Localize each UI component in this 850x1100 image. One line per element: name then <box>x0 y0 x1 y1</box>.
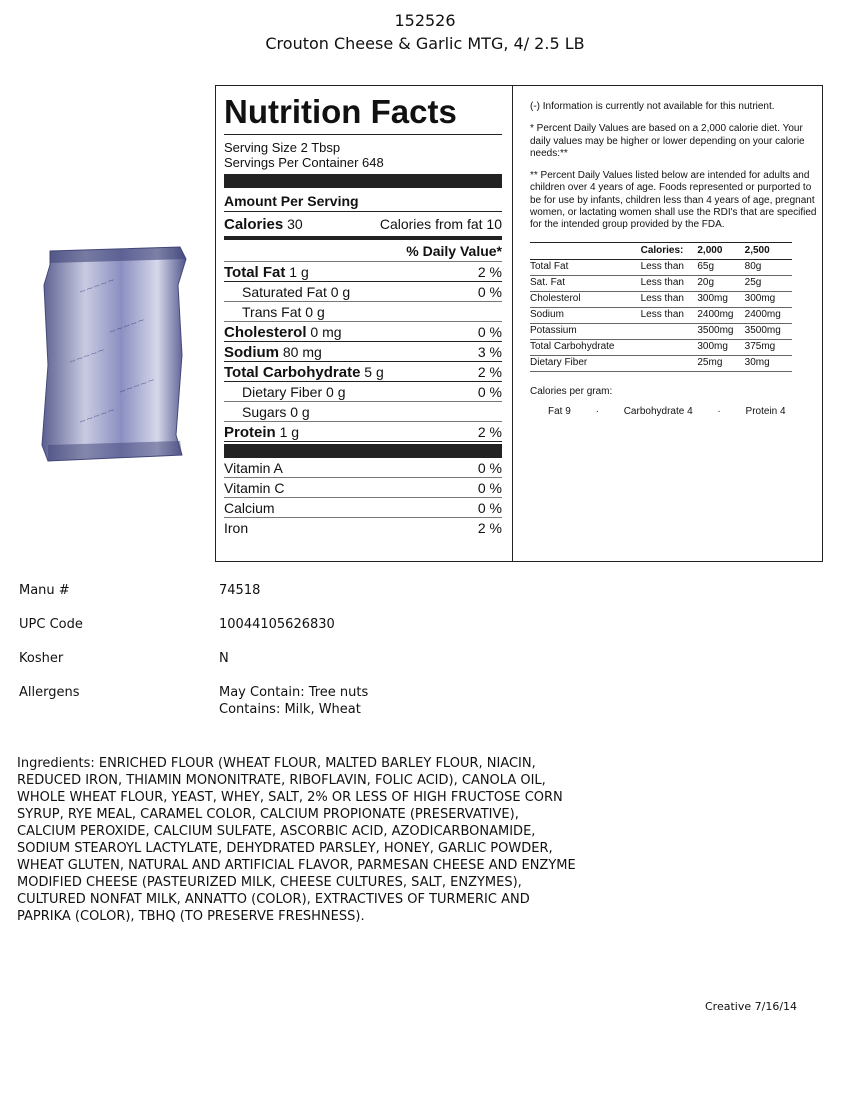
kosher-label: Kosher <box>19 651 64 666</box>
nutrient-row <box>224 302 502 322</box>
dv-table-cell: 300mg <box>745 291 792 307</box>
kosher-value: N <box>219 651 229 666</box>
note-percent-dv: * Percent Daily Values are based on a 2,000 calorie diet. Your daily values may be higher or lower depending on your calorie needs:** <box>530 123 805 159</box>
dv-table-cell: 2400mg <box>697 307 744 323</box>
nutrient-row <box>224 342 502 362</box>
calories-per-gram-label: Calories per gram: <box>530 385 613 397</box>
dv-table-cell: Less than <box>641 307 698 323</box>
nutrient-label: Cholesterol 0 mg <box>224 324 342 341</box>
manu-label: Manu # <box>19 583 70 598</box>
nutrient-label: Protein 1 g <box>224 424 300 441</box>
footer-note: Creative 7/16/14 <box>705 1000 798 1013</box>
note-adults: ** Percent Daily Values listed below are intended for adults and children over 4 years of age. Foods represented or purported to be for use by infants, children less than 4 years of age, pregnant women, or lactating women shall use the RDI's that are specified for the intended group provided by the FDA. <box>530 170 817 231</box>
nutrient-row <box>224 262 502 282</box>
dv-table-header: 2,500 <box>745 242 792 259</box>
upc-label: UPC Code <box>19 617 83 632</box>
dv-table-cell: 20g <box>697 275 744 291</box>
allergens-may-contain: May Contain: Tree nuts <box>219 685 369 700</box>
nutrient-daily-value: 0 % <box>477 384 502 400</box>
dv-table-cell: Potassium <box>530 323 641 339</box>
dv-table-cell: Less than <box>641 275 698 291</box>
servings-per-container: Servings Per Container 648 <box>224 155 384 170</box>
serving-size: Serving Size 2 Tbsp <box>224 140 341 155</box>
vitamin-row <box>224 498 502 518</box>
nutrient-row <box>224 402 502 422</box>
ingredients-text: Ingredients: ENRICHED FLOUR (WHEAT FLOUR, MALTED BARLEY FLOUR, NIACIN, REDUCED IRON, THIAMIN MONONITRATE, RIBOFLAVIN, FOLIC ACID), CANOLA OIL, WHOLE WHEAT FLOUR, YEAST, WHEY, SALT, 2% OR LESS OF HIGH FRUCTOSE CORN SYRUP, RYE MEAL, CARAMEL COLOR, CALCIUM PROPIONATE (PRESERVATIVE), CALCIUM PEROXIDE, CALCIUM SULFATE, ASCORBIC ACID, AZODICARBONAMIDE, SODIUM STEAROYL LACTYLATE, DEHYDRATED PARSLEY, HONEY, GARLIC POWDER, WHEAT GLUTEN, NATURAL AND ARTIFICIAL FLAVOR, PARMESAN CHEESE AND ENZYME MODIFIED CHEESE (PASTEURIZED MILK, CHEESE CULTURES, SALT, ENZYMES), CULTURED NONFAT MILK, ANNATTO (COLOR), EXTRACTIVES OF TURMERIC AND PAPRIKA (COLOR), TBHQ (TO PRESERVE FRESHNESS). <box>17 756 576 924</box>
allergens-label: Allergens <box>19 685 80 700</box>
nutrient-label: Sodium 80 mg <box>224 344 322 361</box>
allergens-contains: Contains: Milk, Wheat <box>219 702 361 717</box>
dv-table-cell: 3500mg <box>745 323 792 339</box>
calories-row <box>224 212 502 236</box>
cpg-protein: Protein 4 <box>745 405 786 417</box>
daily-values-notes <box>530 101 820 418</box>
dv-table-cell: Cholesterol <box>530 291 641 307</box>
nutrient-row <box>224 362 502 382</box>
calories-per-gram-values <box>530 406 820 418</box>
dv-table-cell <box>641 339 698 355</box>
calories-label: Calories <box>224 216 284 233</box>
nutrient-row <box>224 282 502 302</box>
dv-table-cell: 3500mg <box>697 323 744 339</box>
nutrient-row <box>224 422 502 442</box>
dv-table-cell: Total Fat <box>530 259 641 275</box>
nutrition-panel <box>215 85 823 562</box>
product-image <box>40 245 188 463</box>
nutrient-daily-value: 2 % <box>477 424 502 440</box>
daily-value-header: % Daily Value* <box>224 240 502 262</box>
dv-table-row <box>530 259 792 275</box>
dv-table-cell: 300mg <box>697 291 744 307</box>
dv-table-cell: Sat. Fat <box>530 275 641 291</box>
dv-table-cell <box>641 355 698 371</box>
dv-table-row <box>530 291 792 307</box>
svg-text:~~~~~: ~~~~~ <box>117 375 157 398</box>
vitamin-row <box>224 478 502 498</box>
manu-value: 74518 <box>219 583 261 598</box>
calories-from-fat: Calories from fat 10 <box>379 216 502 232</box>
vitamin-label: Vitamin A <box>224 460 283 476</box>
vitamin-daily-value: 2 % <box>477 520 502 536</box>
allergens-value <box>219 684 619 718</box>
daily-values-table <box>530 242 792 372</box>
vitamin-label: Iron <box>224 520 249 536</box>
svg-text:~~~~~: ~~~~~ <box>77 275 117 298</box>
cpg-separator: · <box>595 405 599 417</box>
dv-table-row <box>530 323 792 339</box>
nutrient-daily-value: 3 % <box>477 344 502 360</box>
note-unavailable: (-) Information is currently not available for this nutrient. <box>530 101 775 112</box>
dv-table-cell: 30mg <box>745 355 792 371</box>
dv-table-cell <box>641 323 698 339</box>
calories-value: 30 <box>287 216 303 232</box>
dv-table-cell: 25mg <box>697 355 744 371</box>
dv-table-row <box>530 355 792 371</box>
product-title: Crouton Cheese & Garlic MTG, 4/ 2.5 LB <box>265 34 585 53</box>
nutrient-label: Sugars 0 g <box>242 404 310 420</box>
cpg-carbohydrate: Carbohydrate 4 <box>623 405 693 417</box>
dv-table-header: Calories: <box>641 242 698 259</box>
dv-table-row <box>530 307 792 323</box>
cpg-fat: Fat 9 <box>548 405 571 417</box>
nutrition-facts-label <box>216 86 513 561</box>
nutrition-facts-title: Nutrition Facts <box>224 93 457 130</box>
dv-table-cell: 300mg <box>697 339 744 355</box>
nutrient-label: Saturated Fat 0 g <box>242 284 351 300</box>
vitamin-daily-value: 0 % <box>477 460 502 476</box>
upc-value: 10044105626830 <box>219 617 335 632</box>
vitamin-label: Calcium <box>224 500 275 516</box>
svg-text:~~~~~: ~~~~~ <box>107 315 147 338</box>
dv-table-cell: 375mg <box>745 339 792 355</box>
nutrient-daily-value: 0 % <box>477 284 502 300</box>
nutrient-label: Total Carbohydrate 5 g <box>224 364 384 381</box>
amount-per-serving: Amount Per Serving <box>224 191 502 212</box>
dv-table-header: 2,000 <box>697 242 744 259</box>
vitamin-label: Vitamin C <box>224 480 285 496</box>
dv-table-cell: 2400mg <box>745 307 792 323</box>
vitamin-daily-value: 0 % <box>477 480 502 496</box>
nutrient-daily-value: 2 % <box>477 364 502 380</box>
dv-table-cell: Sodium <box>530 307 641 323</box>
dv-table-cell: 65g <box>697 259 744 275</box>
cpg-separator: · <box>717 405 721 417</box>
dv-table-cell: 25g <box>745 275 792 291</box>
svg-text:~~~~~: ~~~~~ <box>67 345 107 368</box>
vitamin-row <box>224 458 502 478</box>
nutrient-label: Dietary Fiber 0 g <box>242 384 346 400</box>
vitamin-row <box>224 518 502 538</box>
dv-table-row <box>530 275 792 291</box>
nutrient-row <box>224 322 502 342</box>
dv-table-header <box>530 242 641 259</box>
dv-table-row <box>530 339 792 355</box>
dv-table-cell: Less than <box>641 291 698 307</box>
item-number: 152526 <box>394 11 456 30</box>
svg-text:~~~~~: ~~~~~ <box>77 405 117 428</box>
dv-table-cell: Dietary Fiber <box>530 355 641 371</box>
nutrient-daily-value: 2 % <box>477 264 502 280</box>
nutrient-row <box>224 382 502 402</box>
vitamin-daily-value: 0 % <box>477 500 502 516</box>
nutrient-label: Trans Fat 0 g <box>242 304 325 320</box>
dv-table-cell: Total Carbohydrate <box>530 339 641 355</box>
nutrient-daily-value: 0 % <box>477 324 502 340</box>
dv-table-cell: 80g <box>745 259 792 275</box>
nutrient-label: Total Fat 1 g <box>224 264 309 281</box>
dv-table-cell: Less than <box>641 259 698 275</box>
